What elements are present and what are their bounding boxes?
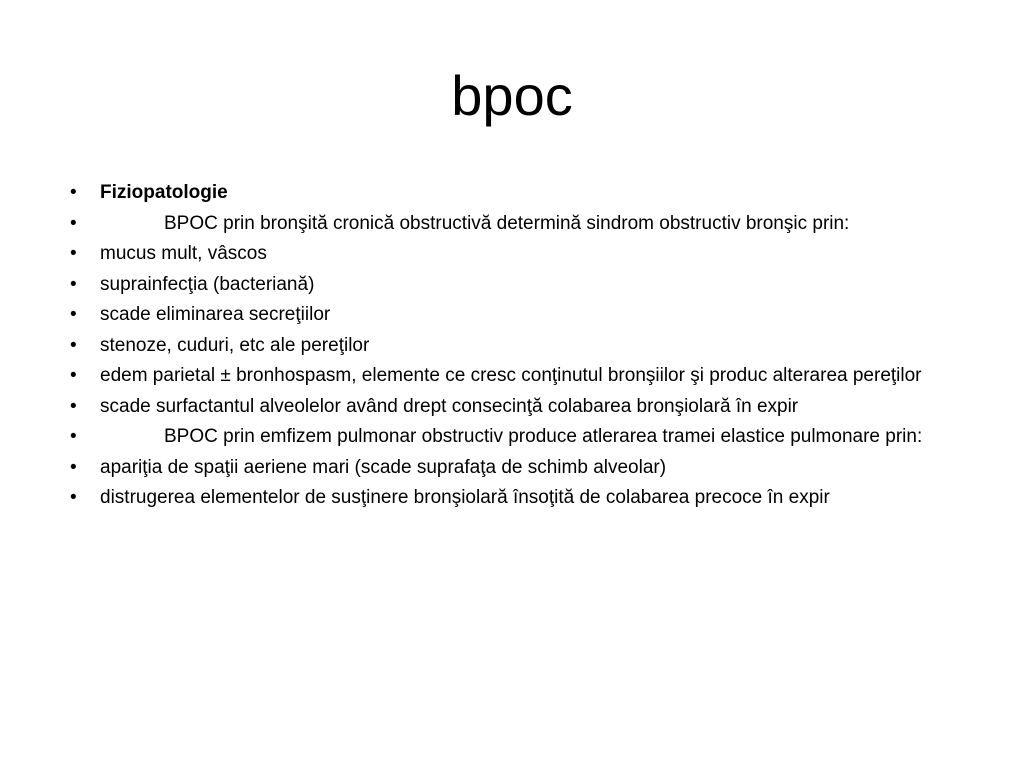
list-item (70, 334, 970, 357)
list-item-text: edem parietal ± bronhospasm, elemente ce cresc conţinutul bronşiilor şi produc alterarea pereţilor (100, 365, 922, 386)
bullet-icon: • (70, 243, 77, 264)
list-item-text: scade eliminarea secreţiilor (100, 304, 331, 325)
list-item-text: mucus mult, vâscos (100, 243, 267, 264)
bullet-list (70, 181, 970, 517)
list-item (70, 395, 970, 418)
slide-title: bpoc (451, 64, 573, 127)
list-item-text: BPOC prin emfizem pulmonar obstructiv produce atlerarea tramei elastice pulmonare prin: (164, 426, 923, 447)
list-item (70, 242, 970, 265)
list-item (70, 181, 970, 204)
list-item (70, 486, 970, 509)
list-item (70, 364, 970, 387)
list-item (70, 273, 970, 296)
bullet-icon: • (70, 182, 77, 203)
bullet-icon: • (70, 426, 77, 447)
list-item-text: distrugerea elementelor de susţinere bronşiolară însoţită de colabarea precoce în expir (100, 487, 830, 508)
list-item-text: stenoze, cuduri, etc ale pereţilor (100, 334, 370, 356)
bullet-icon: • (70, 212, 77, 234)
list-item (70, 456, 970, 479)
bullet-icon: • (70, 273, 77, 295)
list-item (70, 212, 970, 235)
bullet-icon: • (70, 456, 77, 478)
bullet-icon: • (70, 304, 77, 325)
list-item-text: BPOC prin bronşită cronică obstructivă determină sindrom obstructiv bronşic prin: (164, 212, 850, 234)
list-item-text: suprainfecţia (bacteriană) (100, 273, 315, 295)
list-item-text: apariţia de spaţii aeriene mari (scade suprafaţa de schimb alveolar) (100, 456, 667, 478)
section-heading: Fiziopatologie (100, 182, 228, 203)
bullet-icon: • (70, 365, 77, 386)
list-item (70, 303, 970, 326)
list-item (70, 425, 970, 448)
list-item-text: scade surfactantul alveolelor având drept consecinţă colabarea bronşiolară în expir (100, 395, 799, 417)
bullet-icon: • (70, 487, 77, 508)
bullet-icon: • (70, 334, 77, 356)
bullet-icon: • (70, 395, 77, 417)
